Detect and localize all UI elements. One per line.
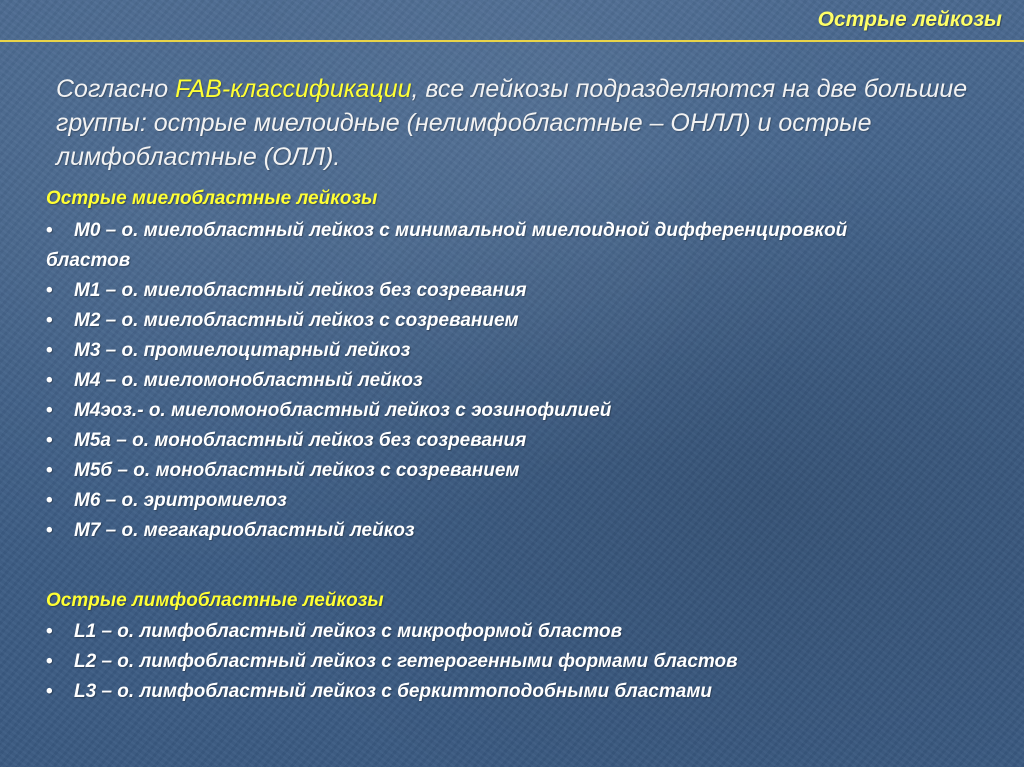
bullet-icon: • [46, 651, 53, 672]
list-item-text: L1 – о. лимфобластный лейкоз с микроформой бластов [74, 621, 623, 642]
bullet-icon: • [46, 681, 53, 702]
bullet-icon: • [46, 310, 53, 331]
bullet-icon: • [46, 490, 53, 511]
list-item [46, 276, 906, 306]
bullet-icon: • [46, 280, 53, 301]
list-item [46, 516, 906, 546]
list-item-text: М6 – о. эритромиелоз [74, 490, 287, 511]
bullet-icon: • [46, 621, 53, 642]
list-item-text: М2 – о. миелобластный лейкоз с созреванием [74, 310, 519, 331]
bullet-icon: • [46, 370, 53, 391]
bullet-icon: • [46, 220, 53, 241]
list-item-text: М5а – о. монобластный лейкоз без созревания [74, 430, 527, 451]
list-item [46, 677, 738, 707]
list-item-text: М1 – о. миелобластный лейкоз без созревания [74, 280, 527, 301]
list-item [46, 456, 906, 486]
list-item [46, 306, 906, 336]
list-item-text: М5б – о. монобластный лейкоз с созреванием [74, 460, 520, 481]
lymphoid-section-heading: Острые лимфобластные лейкозы [46, 590, 384, 611]
list-item-text: L3 – о. лимфобластный лейкоз с беркиттоподобными бластами [74, 681, 712, 702]
list-item [46, 426, 906, 456]
list-item [46, 216, 906, 276]
bullet-icon: • [46, 430, 53, 451]
list-item-text: L2 – о. лимфобластный лейкоз с гетерогенными формами бластов [74, 651, 738, 672]
list-item [46, 366, 906, 396]
list-item-text: М3 – о. промиелоцитарный лейкоз [74, 340, 411, 361]
myeloid-list [46, 216, 906, 546]
myeloid-section-heading: Острые миелобластные лейкозы [46, 188, 378, 209]
bullet-icon: • [46, 520, 53, 541]
bullet-icon: • [46, 400, 53, 421]
list-item-text: М0 – о. миелобластный лейкоз с минимальной миелоидной дифференцировкой бластов [46, 220, 848, 271]
list-item [46, 617, 738, 647]
intro-text-start: Согласно [56, 75, 176, 103]
intro-highlight-fab: FAB-классификации [175, 75, 412, 103]
list-item [46, 396, 906, 426]
list-item-text: М4эоз.- о. миеломонобластный лейкоз с эозинофилией [74, 400, 612, 421]
bullet-icon: • [46, 340, 53, 361]
list-item [46, 647, 738, 677]
list-item [46, 486, 906, 516]
list-item [46, 336, 906, 366]
intro-paragraph [56, 72, 1016, 174]
slide-title: Острые лейкозы [817, 8, 1002, 31]
list-item-text: М7 – о. мегакариобластный лейкоз [74, 520, 415, 541]
intro-text-end: , все лейкозы подразделяются на две большие группы: острые миелоидные (нелимфобластные – ОНЛЛ) и острые лимфобластные (ОЛЛ). [56, 75, 968, 171]
title-divider [0, 40, 1024, 42]
lymphoid-list [46, 617, 738, 707]
list-item-text: М4 – о. миеломонобластный лейкоз [74, 370, 423, 391]
bullet-icon: • [46, 460, 53, 481]
